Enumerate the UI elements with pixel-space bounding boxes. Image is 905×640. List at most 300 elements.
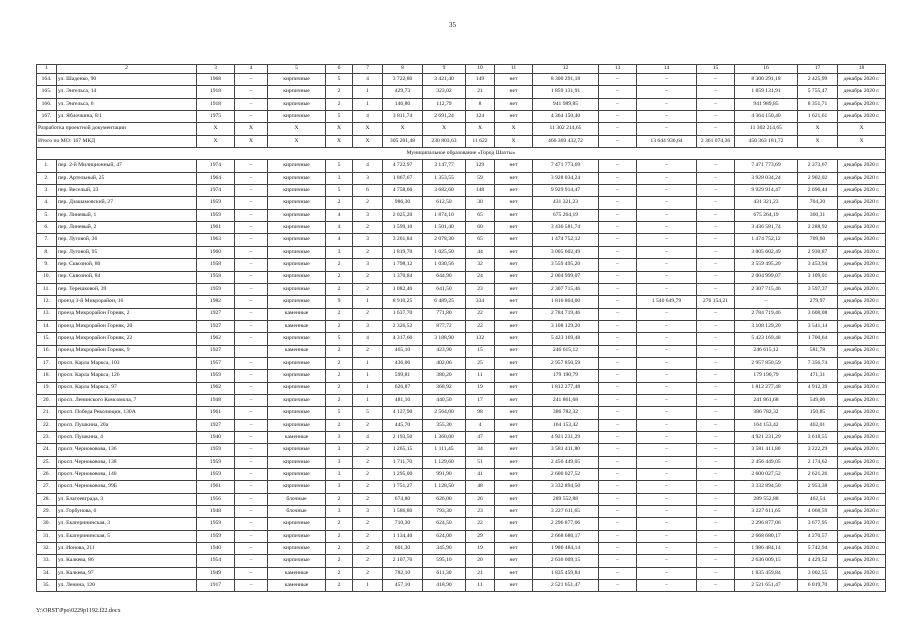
table-cell: нет <box>495 382 533 394</box>
table-cell: – <box>599 111 637 123</box>
table-cell: – <box>235 259 268 271</box>
table-cell: кирпичные <box>268 530 326 542</box>
table-cell: – <box>599 333 637 345</box>
table-cell: – <box>697 320 735 332</box>
table-row <box>37 160 886 172</box>
table-cell: 5 <box>326 407 353 419</box>
table-cell: 47 <box>466 431 495 443</box>
table-row <box>37 222 886 234</box>
table-cell: – <box>235 580 268 592</box>
table-cell: нет <box>495 469 533 481</box>
table-cell: – <box>235 394 268 406</box>
table-cell: – <box>697 123 735 135</box>
table-cell: 22 <box>466 308 495 320</box>
table-cell: – <box>235 407 268 419</box>
table-cell: – <box>235 246 268 258</box>
table-cell: 1 599,10 <box>383 222 423 234</box>
table-cell: 167. <box>37 111 57 123</box>
table-cell: нет <box>495 345 533 357</box>
table-cell: 1927 <box>197 308 235 320</box>
table-cell: 32. <box>37 543 57 555</box>
table-cell: 2 521 651,47 <box>533 580 599 592</box>
table-cell: – <box>599 543 637 555</box>
table-cell: кирпичные <box>268 555 326 567</box>
table-cell: 2 <box>326 98 353 110</box>
table-cell: Х <box>798 123 838 135</box>
table-cell: 3 002,55 <box>798 567 838 579</box>
table-cell: 3 <box>353 234 383 246</box>
table-cell: 9 929 914,47 <box>533 185 599 197</box>
table-row <box>37 469 886 481</box>
table-row <box>37 493 886 505</box>
table-cell: 241 861,68 <box>533 394 599 406</box>
table-cell: 1 128,50 <box>423 481 466 493</box>
table-row <box>37 382 886 394</box>
table-cell: 1 <box>353 382 383 394</box>
table-cell: – <box>599 234 637 246</box>
address-cell: просп. Черноковова, 140 <box>57 469 197 481</box>
table-cell: – <box>599 86 637 98</box>
table-cell: 1 874,10 <box>423 209 466 221</box>
table-cell: декабрь 2020 г. <box>838 493 886 505</box>
table-cell: 3 109,01 <box>798 271 838 283</box>
table-cell: 3 453,94 <box>798 259 838 271</box>
table-cell: 3 928 034,24 <box>533 172 599 184</box>
table-cell: 1974 <box>197 185 235 197</box>
table-cell: нет <box>495 296 533 308</box>
table-cell: – <box>637 234 697 246</box>
table-row <box>37 246 886 258</box>
address-cell: ул. Горбунова, 6 <box>57 506 197 518</box>
table-cell: декабрь 2020 г. <box>838 444 886 456</box>
table-cell: 65 <box>466 234 495 246</box>
table-cell: Х <box>353 135 383 147</box>
table-cell: – <box>599 320 637 332</box>
table-cell: – <box>637 209 697 221</box>
table-cell: 21 <box>466 86 495 98</box>
table-cell: 3 <box>353 172 383 184</box>
table-cell: 3 <box>326 444 353 456</box>
table-cell: 279,97 <box>798 296 838 308</box>
table-cell: 675 264,19 <box>735 209 798 221</box>
table-cell: – <box>599 271 637 283</box>
table-cell: – <box>697 419 735 431</box>
table-cell: 2 521 651,47 <box>735 580 798 592</box>
table-cell: 3. <box>37 185 57 197</box>
table-cell: декабрь 2020 г. <box>838 543 886 555</box>
table-cell: 3 227 611,65 <box>533 506 599 518</box>
table-row <box>37 172 886 184</box>
table-cell: 5 742,94 <box>798 543 838 555</box>
table-cell: – <box>599 123 637 135</box>
table-cell: 599,81 <box>383 370 423 382</box>
table-cell: – <box>235 530 268 542</box>
table-cell: нет <box>495 197 533 209</box>
table-cell: 1982 <box>197 296 235 308</box>
table-cell: 2 621,26 <box>798 469 838 481</box>
table-cell: 2 <box>326 259 353 271</box>
column-number: 8 <box>383 65 423 74</box>
table-cell: декабрь 2020 г. <box>838 222 886 234</box>
table-cell: декабрь 2020 г. <box>838 580 886 592</box>
table-cell: – <box>697 160 735 172</box>
table-cell: 2 <box>326 308 353 320</box>
table-cell: нет <box>495 320 533 332</box>
table-cell: 2 <box>326 543 353 555</box>
table-cell: 1961 <box>197 407 235 419</box>
table-cell: 436,06 <box>383 357 423 369</box>
table-cell: 1959 <box>197 197 235 209</box>
table-cell: 2 668 680,17 <box>533 530 599 542</box>
table-cell: 4 758,60 <box>383 185 423 197</box>
table-cell: 1 265,15 <box>383 444 423 456</box>
table-cell: декабрь 2020 г. <box>838 283 886 295</box>
table-cell: кирпичные <box>268 357 326 369</box>
table-cell: нет <box>495 86 533 98</box>
table-cell: 23. <box>37 431 57 443</box>
table-cell: 1964 <box>197 172 235 184</box>
table-cell: – <box>599 493 637 505</box>
table-cell: 380,20 <box>423 370 466 382</box>
table-row <box>37 86 886 98</box>
table-cell: – <box>235 456 268 468</box>
table-row <box>37 111 886 123</box>
table-row <box>37 580 886 592</box>
table-cell: 1954 <box>197 555 235 567</box>
table-cell: – <box>637 246 697 258</box>
table-cell: 22 <box>466 320 495 332</box>
table-cell: 4. <box>37 197 57 209</box>
table-cell: 4 <box>353 111 383 123</box>
table-cell: 440,50 <box>423 394 466 406</box>
table-cell: нет <box>495 234 533 246</box>
table-cell: – <box>637 580 697 592</box>
column-number: 4 <box>235 65 268 74</box>
table-cell: 1948 <box>197 394 235 406</box>
table-cell: 2 902,02 <box>798 172 838 184</box>
table-cell: 164. <box>37 74 57 86</box>
table-cell: 1927 <box>197 320 235 332</box>
table-cell: 1968 <box>197 74 235 86</box>
table-cell: 3 005 602,49 <box>735 246 798 258</box>
table-cell: 7. <box>37 234 57 246</box>
table-cell: 179 190,79 <box>533 370 599 382</box>
table-cell: 7 471 773,69 <box>735 160 798 172</box>
table-cell: – <box>697 481 735 493</box>
table-cell: Х <box>235 135 268 147</box>
address-cell: ул. Ионова, 211 <box>57 543 197 555</box>
table-cell: – <box>697 431 735 443</box>
table-cell: 9. <box>37 259 57 271</box>
table-cell: декабрь 2020 г. <box>838 456 886 468</box>
table-cell: декабрь 2020 г. <box>838 74 886 86</box>
table-row <box>37 506 886 518</box>
address-cell: проезд Микрорайон Горняк, 2 <box>57 308 197 320</box>
table-cell: 4 317,60 <box>383 333 423 345</box>
table-cell: кирпичные <box>268 234 326 246</box>
table-cell: 1962 <box>197 382 235 394</box>
table-cell: 2 326,52 <box>383 320 423 332</box>
table-cell: Х <box>798 135 838 147</box>
address-cell: ул. Шаденко, 90 <box>57 74 197 86</box>
table-cell: нет <box>495 530 533 542</box>
table-cell: 1 621,61 <box>798 111 838 123</box>
table-cell: – <box>697 530 735 542</box>
table-cell: – <box>637 172 697 184</box>
table-cell: нет <box>495 407 533 419</box>
address-cell: проезд Микрорайон Горняк, 20 <box>57 320 197 332</box>
table-cell: 2 <box>326 382 353 394</box>
address-cell: ул. Энгельса, 14 <box>57 86 197 98</box>
address-cell: просп. Карла Маркса, 97 <box>57 382 197 394</box>
table-cell: 1927 <box>197 345 235 357</box>
table-cell: 612,50 <box>423 197 466 209</box>
table-cell: 4 <box>326 222 353 234</box>
table-cell: 41 <box>466 469 495 481</box>
table-cell: 20. <box>37 394 57 406</box>
table-cell: 4 270,57 <box>798 530 838 542</box>
address-cell: ул. Екатерининская, 5 <box>57 530 197 542</box>
table-cell: 2 <box>326 370 353 382</box>
table-cell: – <box>637 345 697 357</box>
table-cell: 1 111,45 <box>423 444 466 456</box>
table-cell: 2 <box>326 345 353 357</box>
table-cell: 24 <box>466 271 495 283</box>
table-cell: 4 722,97 <box>383 160 423 172</box>
table-cell: 5 <box>326 111 353 123</box>
table-cell: 2 <box>353 197 383 209</box>
table-cell: 8 <box>466 98 495 110</box>
table-cell: – <box>637 320 697 332</box>
table-cell: 4 <box>353 74 383 86</box>
table-cell: кирпичные <box>268 456 326 468</box>
table-cell: 1949 <box>197 567 235 579</box>
table-cell: 3 <box>353 209 383 221</box>
table-cell: 1959 <box>197 283 235 295</box>
table-cell: 466 369 432,72 <box>533 135 599 147</box>
table-cell: 2 <box>326 493 353 505</box>
address-cell: пер. Дзашамовский, 27 <box>57 197 197 209</box>
table-cell: декабрь 2020 г. <box>838 320 886 332</box>
table-row <box>37 407 886 419</box>
table-cell: нет <box>495 185 533 197</box>
row-label: Разработка проектной документации <box>37 123 197 135</box>
table-cell: нет <box>495 222 533 234</box>
table-cell: Х <box>466 123 495 135</box>
table-cell: 150,85 <box>798 407 838 419</box>
table-cell: 481,10 <box>383 394 423 406</box>
table-cell: нет <box>495 333 533 345</box>
table-cell: 1 360,00 <box>423 431 466 443</box>
table-cell: 991,90 <box>423 469 466 481</box>
table-cell: 1 <box>353 98 383 110</box>
table-cell: 3 811,74 <box>383 111 423 123</box>
table-cell: 1948 <box>197 506 235 518</box>
table-cell: 8 351,71 <box>798 98 838 110</box>
table-cell: – <box>235 271 268 283</box>
table-cell: кирпичные <box>268 543 326 555</box>
table-cell: декабрь 2020 г. <box>838 246 886 258</box>
table-cell: 2 <box>326 357 353 369</box>
table-cell: 1959 <box>197 530 235 542</box>
table-cell: нет <box>495 98 533 110</box>
table-cell: 1959 <box>197 456 235 468</box>
table-cell: декабрь 2020 г. <box>838 370 886 382</box>
table-cell: – <box>697 222 735 234</box>
table-cell: 1 700,64 <box>798 333 838 345</box>
table-cell: 164 153,42 <box>533 419 599 431</box>
table-cell: – <box>235 431 268 443</box>
table-cell: 941 989,85 <box>533 98 599 110</box>
table-cell: 164 153,42 <box>735 419 798 431</box>
table-cell: нет <box>495 543 533 555</box>
table-cell: 581,78 <box>798 345 838 357</box>
table-cell: 5 423 169,48 <box>735 333 798 345</box>
table-cell: 14. <box>37 320 57 332</box>
table-cell: 1 <box>353 580 383 592</box>
table-cell: кирпичные <box>268 283 326 295</box>
table-cell: – <box>235 493 268 505</box>
table-cell: Х <box>838 123 886 135</box>
table-cell: 1917 <box>197 580 235 592</box>
column-number: 18 <box>838 65 886 74</box>
column-number: 7 <box>353 65 383 74</box>
table-cell: кирпичные <box>268 185 326 197</box>
table-cell: 8. <box>37 246 57 258</box>
table-cell: – <box>637 222 697 234</box>
table-cell: – <box>599 74 637 86</box>
table-cell: – <box>637 185 697 197</box>
table-cell: 5 <box>326 74 353 86</box>
row-label: Итого по МО: 167 МКД <box>37 135 197 147</box>
table-row <box>37 259 886 271</box>
table-cell: 124 <box>466 111 495 123</box>
table-cell: 2 456 449,05 <box>735 456 798 468</box>
address-cell: просп. Карла Маркса, 126 <box>57 370 197 382</box>
table-cell: 771,80 <box>423 308 466 320</box>
table-cell: – <box>235 469 268 481</box>
table-row <box>37 98 886 110</box>
table-cell: 2 <box>326 530 353 542</box>
table-cell: – <box>697 543 735 555</box>
table-cell: – <box>599 567 637 579</box>
table-cell: 23 <box>466 506 495 518</box>
table-cell: 11 <box>466 580 495 592</box>
table-cell: Х <box>197 135 235 147</box>
table-cell: 1918 <box>197 98 235 110</box>
table-cell: 641,50 <box>423 283 466 295</box>
table-cell: 2 564,00 <box>423 407 466 419</box>
table-cell: нет <box>495 111 533 123</box>
table-cell: 1958 <box>197 271 235 283</box>
table-cell: нет <box>495 518 533 530</box>
table-cell: 1957 <box>197 357 235 369</box>
table-cell: 12. <box>37 296 57 308</box>
table-cell: 704,20 <box>798 197 838 209</box>
table-cell: – <box>599 469 637 481</box>
table-cell: 4 <box>326 209 353 221</box>
table-cell: – <box>599 98 637 110</box>
table-cell: – <box>599 259 637 271</box>
table-cell: 2 <box>353 345 383 357</box>
table-cell: кирпичные <box>268 197 326 209</box>
address-cell: пер. Линевый, 1 <box>57 209 197 221</box>
table-cell: 30. <box>37 518 57 530</box>
table-cell: – <box>637 283 697 295</box>
table-cell: – <box>697 283 735 295</box>
table-cell: – <box>235 283 268 295</box>
table-cell: 15. <box>37 333 57 345</box>
table-cell: – <box>235 518 268 530</box>
table-cell: – <box>637 160 697 172</box>
table-row <box>37 308 886 320</box>
table-cell: 29. <box>37 506 57 518</box>
table-cell: декабрь 2020 г. <box>838 481 886 493</box>
table-cell: 601,30 <box>383 543 423 555</box>
table-cell: – <box>637 197 697 209</box>
address-cell: пер. Артельный, 25 <box>57 172 197 184</box>
table-cell: кирпичные <box>268 481 326 493</box>
table-cell: 3 227 611,65 <box>735 506 798 518</box>
table-cell: блочные <box>268 506 326 518</box>
table-cell: кирпичные <box>268 111 326 123</box>
table-cell: 2 <box>353 518 383 530</box>
address-cell: пер. Луговой, 95 <box>57 246 197 258</box>
table-cell: 4 364 150,40 <box>735 111 798 123</box>
table-cell: 65 <box>466 209 495 221</box>
table-cell: – <box>697 357 735 369</box>
table-cell: декабрь 2020 г. <box>838 506 886 518</box>
table-cell: 1 134,40 <box>383 530 423 542</box>
table-cell: 3 <box>326 469 353 481</box>
table-cell: 462,01 <box>798 419 838 431</box>
address-cell: пер. Веселый, 33 <box>57 185 197 197</box>
table-cell: – <box>637 506 697 518</box>
table-cell: – <box>697 444 735 456</box>
table-cell: 2 <box>326 320 353 332</box>
table-row <box>37 419 886 431</box>
table-row <box>37 394 886 406</box>
table-cell: 2 <box>353 444 383 456</box>
table-cell: 246 615,12 <box>533 345 599 357</box>
table-row <box>37 370 886 382</box>
table-cell: каменные <box>268 308 326 320</box>
table-cell: 1940 <box>197 431 235 443</box>
table-cell: кирпичные <box>268 246 326 258</box>
table-cell: 11 622 <box>466 135 495 147</box>
table-cell: декабрь 2020 г. <box>838 111 886 123</box>
table-cell: блочные <box>268 493 326 505</box>
table-cell: 20 <box>466 555 495 567</box>
table-cell: Х <box>268 123 326 135</box>
table-cell: – <box>599 456 637 468</box>
table-cell: 1 986 484,14 <box>533 543 599 555</box>
table-cell: – <box>697 86 735 98</box>
table-cell: 9 929 914,47 <box>735 185 798 197</box>
table-cell: нет <box>495 172 533 184</box>
table-cell: 5 <box>353 407 383 419</box>
column-number: 13 <box>599 65 637 74</box>
table-cell: 4 <box>353 431 383 443</box>
table-cell: нет <box>495 246 533 258</box>
table-cell: каменные <box>268 431 326 443</box>
table-cell: 1 835 459,84 <box>533 567 599 579</box>
table-cell: декабрь 2020 г. <box>838 518 886 530</box>
table-cell: 2 174,62 <box>798 456 838 468</box>
table-cell: 2 307 715,46 <box>735 283 798 295</box>
table-cell: 230 803,63 <box>423 135 466 147</box>
table-cell: – <box>637 123 697 135</box>
